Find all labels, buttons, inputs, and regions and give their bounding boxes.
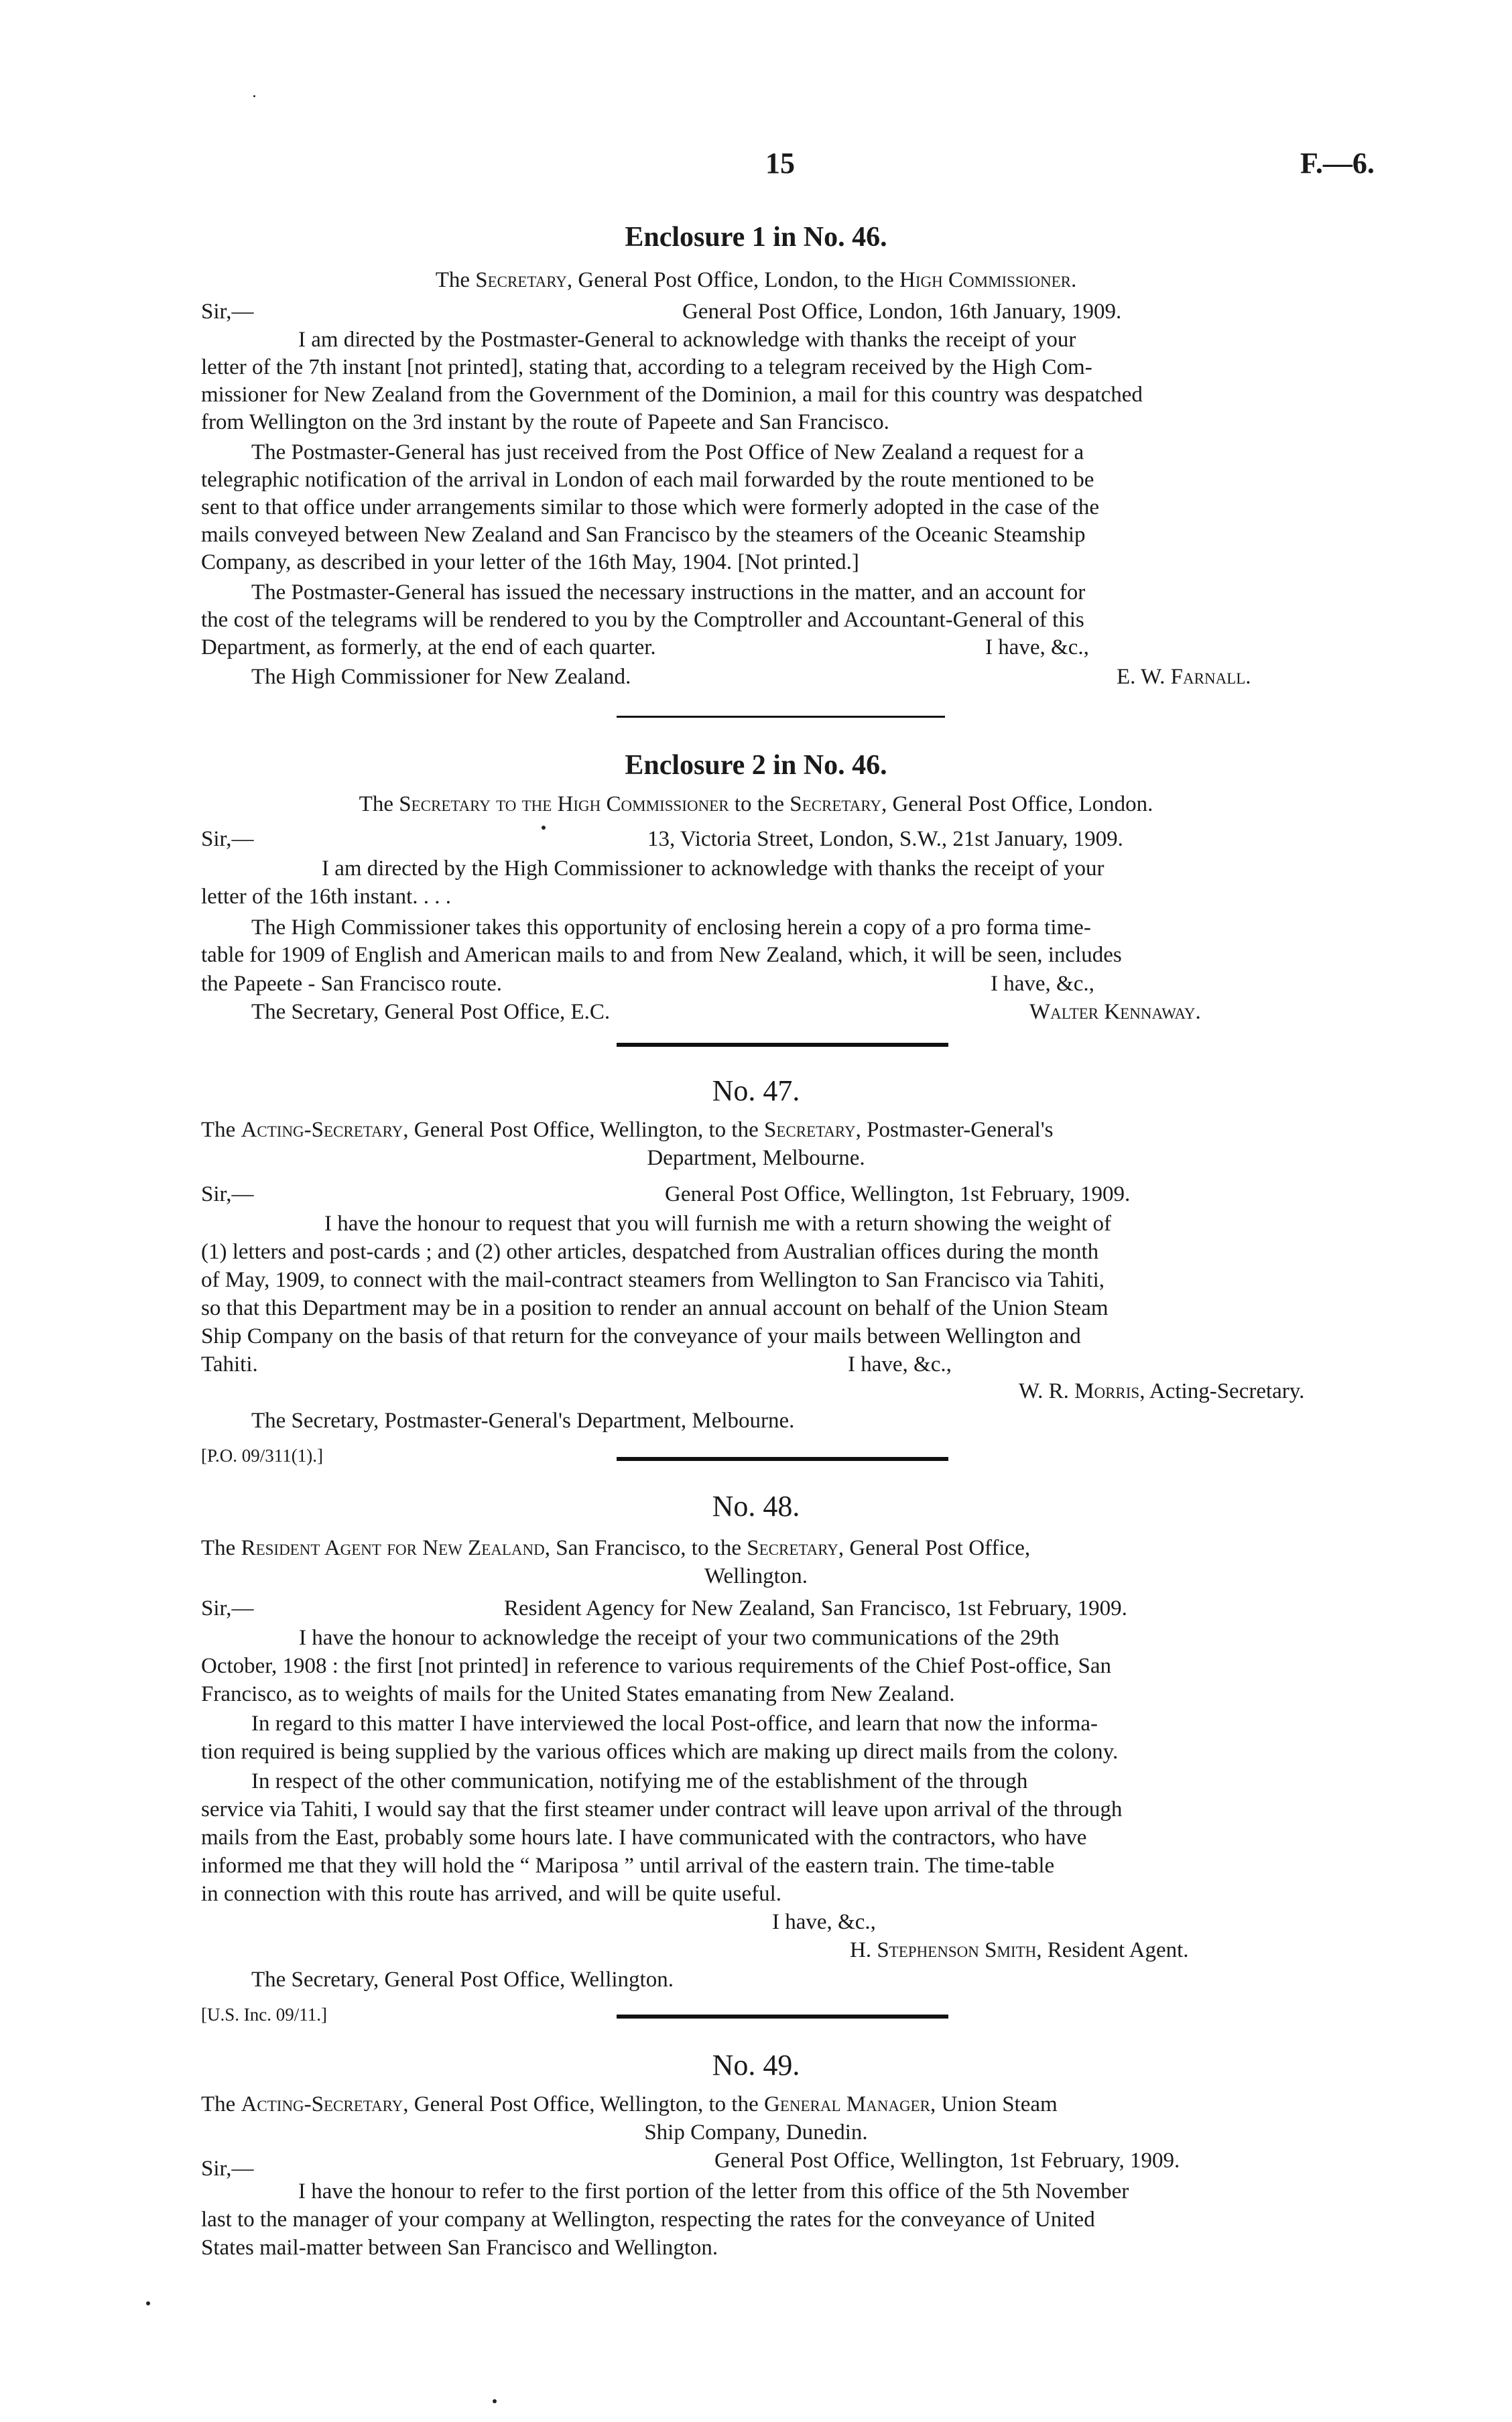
paragraph-line: I have the honour to acknowledge the receipt of your two communications of the 29th [299, 1626, 1060, 1650]
addressee: The Secretary, General Post Office, Wellington. [251, 1968, 674, 1992]
page-number: 15 [765, 147, 795, 180]
ink-mark [493, 2399, 497, 2403]
paragraph-line: (1) letters and post-cards ; and (2) other articles, despatched from Australian offices during the month [201, 1240, 1099, 1264]
paragraph-line: letter of the 7th instant [not printed], stating that, according to a telegram received by the High Com- [201, 355, 1092, 379]
enclosure-2-heading: The Secretary to the High Commissioner to the Secretary, General Post Office, London. [359, 792, 1153, 816]
salutation: Sir,— [201, 1182, 254, 1206]
paragraph-line: Department, as formerly, at the end of each quarter. [201, 635, 656, 659]
section-divider [617, 716, 945, 718]
paragraph-line: In respect of the other communication, notifying me of the establishment of the through [251, 1769, 1028, 1793]
paragraph-line: I have the honour to request that you will furnish me with a return showing the weight of [324, 1212, 1111, 1236]
no-47-heading-line-2: Department, Melbourne. [647, 1146, 865, 1170]
place-date: 13, Victoria Street, London, S.W., 21st January, 1909. [647, 827, 1123, 851]
paragraph-line: mails conveyed between New Zealand and San Francisco by the steamers of the Oceanic Steamship [201, 523, 1086, 547]
ink-mark [253, 95, 255, 97]
paragraph-line: I am directed by the Postmaster-General to acknowledge with thanks the receipt of your [298, 328, 1076, 352]
file-reference: [P.O. 09/311(1).] [201, 1446, 323, 1466]
paragraph-line: States mail-matter between San Francisco and Wellington. [201, 2236, 718, 2260]
enclosure-2-title: Enclosure 2 in No. 46. [625, 750, 887, 781]
no-47-heading: The Acting-Secretary, General Post Office, Wellington, to the Secretary, Postmaster-General's [201, 1118, 1054, 1142]
paragraph-line: missioner for New Zealand from the Government of the Dominion, a mail for this country was despatched [201, 383, 1143, 407]
salutation: Sir,— [201, 827, 254, 851]
paragraph-line: service via Tahiti, I would say that the first steamer under contract will leave upon arrival of the through [201, 1797, 1123, 1822]
place-date: General Post Office, Wellington, 1st February, 1909. [714, 2149, 1180, 2173]
paragraph-line: the cost of the telegrams will be rendered to you by the Comptroller and Accountant-General of this [201, 608, 1084, 632]
place-date: General Post Office, Wellington, 1st February, 1909. [665, 1182, 1131, 1206]
no-49-heading-line-2: Ship Company, Dunedin. [644, 2120, 868, 2145]
section-divider [617, 1043, 948, 1047]
signature: Walter Kennaway. [1029, 1000, 1201, 1024]
paragraph-line: The High Commissioner takes this opportunity of enclosing herein a copy of a pro forma time- [251, 915, 1091, 940]
closing: I have, &c., [848, 1352, 952, 1377]
paragraph-line: October, 1908 : the first [not printed] in reference to various requirements of the Chief Post-office, San [201, 1654, 1111, 1678]
paragraph-line: Francisco, as to weights of mails for the United States emanating from New Zealand. [201, 1682, 955, 1706]
enclosure-1-heading: The Secretary, General Post Office, London, to the High Commissioner. [435, 268, 1077, 292]
addressee: The Secretary, Postmaster-General's Department, Melbourne. [251, 1409, 795, 1433]
paragraph-line: In regard to this matter I have interviewed the local Post-office, and learn that now the informa- [251, 1712, 1098, 1736]
paragraph-line: letter of the 16th instant. . . . [201, 885, 452, 909]
paragraph-line: The Postmaster-General has just received from the Post Office of New Zealand a request for a [251, 440, 1084, 464]
section-divider [617, 2015, 948, 2019]
paragraph-line: so that this Department may be in a position to render an annual account on behalf of the Union Steam [201, 1296, 1109, 1320]
file-reference: [U.S. Inc. 09/11.] [201, 2004, 327, 2025]
closing: I have, &c., [991, 972, 1094, 996]
paragraph-line: Company, as described in your letter of the 16th May, 1904. [Not printed.] [201, 550, 859, 574]
paragraph-line: table for 1909 of English and American mails to and from New Zealand, which, it will be seen, includes [201, 943, 1122, 967]
paragraph-line: telegraphic notification of the arrival in London of each mail forwarded by the route mentioned to be [201, 468, 1094, 492]
paragraph-line: in connection with this route has arrived, and will be quite useful. [201, 1882, 782, 1906]
salutation: Sir,— [201, 1596, 254, 1620]
no-48-heading-line-2: Wellington. [704, 1564, 808, 1588]
paragraph-line: last to the manager of your company at Wellington, respecting the rates for the conveyance of United [201, 2208, 1095, 2232]
signature: W. R. Morris, Acting-Secretary. [1019, 1379, 1305, 1403]
document-code: F.—6. [1300, 147, 1375, 180]
no-47-title: No. 47. [712, 1074, 800, 1107]
salutation: Sir,— [201, 2157, 254, 2181]
signature: H. Stephenson Smith, Resident Agent. [850, 1938, 1189, 1962]
no-48-heading: The Resident Agent for New Zealand, San Francisco, to the Secretary, General Post Office, [201, 1536, 1031, 1560]
ink-mark [146, 2301, 150, 2305]
no-49-heading: The Acting-Secretary, General Post Office, Wellington, to the General Manager, Union Steam [201, 2092, 1058, 2116]
paragraph-line: sent to that office under arrangements similar to those which were formerly adopted in the case of the [201, 495, 1100, 519]
paragraph-line: Ship Company on the basis of that return for the conveyance of your mails between Wellington and [201, 1324, 1081, 1348]
closing: I have, &c., [985, 635, 1089, 659]
closing: I have, &c., [772, 1910, 876, 1934]
paragraph-line: the Papeete - San Francisco route. [201, 972, 503, 996]
paragraph-line: I am directed by the High Commissioner to acknowledge with thanks the receipt of your [322, 856, 1105, 881]
paragraph-line: of May, 1909, to connect with the mail-contract steamers from Wellington to San Francisco via Tahiti, [201, 1268, 1105, 1292]
place-date: General Post Office, London, 16th January, 1909. [682, 300, 1122, 324]
addressee: The Secretary, General Post Office, E.C. [251, 1000, 611, 1024]
no-48-title: No. 48. [712, 1490, 800, 1523]
paragraph-line: tion required is being supplied by the various offices which are making up direct mails from the colony. [201, 1740, 1119, 1764]
enclosure-1-title: Enclosure 1 in No. 46. [625, 222, 887, 253]
section-divider [617, 1457, 948, 1461]
paragraph-line: from Wellington on the 3rd instant by the route of Papeete and San Francisco. [201, 410, 889, 434]
ink-mark [542, 826, 546, 830]
no-49-title: No. 49. [712, 2049, 800, 2082]
signature: E. W. Farnall. [1117, 665, 1251, 689]
salutation: Sir,— [201, 300, 254, 324]
place-date: Resident Agency for New Zealand, San Francisco, 1st February, 1909. [504, 1596, 1127, 1620]
paragraph-line: mails from the East, probably some hours late. I have communicated with the contractors, who have [201, 1826, 1087, 1850]
paragraph-line: Tahiti. [201, 1352, 258, 1377]
paragraph-line: informed me that they will hold the “ Mariposa ” until arrival of the eastern train. The time-table [201, 1854, 1055, 1878]
paragraph-line: The Postmaster-General has issued the necessary instructions in the matter, and an account for [251, 580, 1086, 604]
addressee: The High Commissioner for New Zealand. [251, 665, 631, 689]
paragraph-line: I have the honour to refer to the first portion of the letter from this office of the 5th November [298, 2179, 1129, 2204]
